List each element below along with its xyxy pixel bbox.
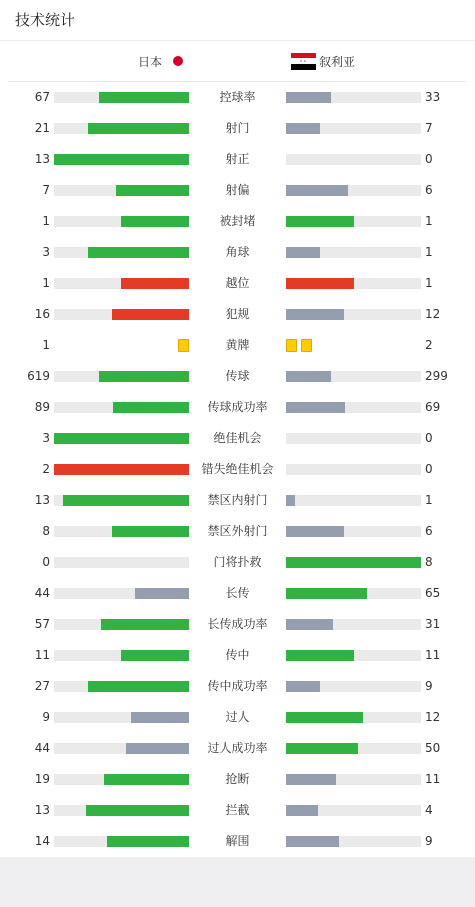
away-value: 11 xyxy=(425,772,441,786)
away-bar-track xyxy=(286,495,421,506)
home-value: 2 xyxy=(42,462,50,476)
stat-row xyxy=(0,578,475,609)
stat-row xyxy=(0,144,475,175)
stat-row xyxy=(0,609,475,640)
home-bar-track xyxy=(54,681,189,692)
home-bar-track xyxy=(54,619,189,630)
home-value: 11 xyxy=(34,648,50,662)
away-bar-fill xyxy=(286,495,295,506)
stat-label: 传球 xyxy=(225,369,250,383)
away-bar-track xyxy=(286,92,421,103)
stat-row xyxy=(0,764,475,795)
away-value: 9 xyxy=(425,679,433,693)
stat-row xyxy=(0,392,475,423)
home-value: 1 xyxy=(42,276,50,290)
away-value: 6 xyxy=(425,524,433,538)
away-bar-fill xyxy=(286,588,367,599)
away-bar-fill xyxy=(286,371,331,382)
away-team-name: 叙利亚 xyxy=(319,54,356,69)
home-value: 89 xyxy=(34,400,50,414)
away-bar-fill xyxy=(286,278,354,289)
home-bar-track xyxy=(54,836,189,847)
stat-label: 越位 xyxy=(225,276,250,290)
home-bar-track xyxy=(54,185,189,196)
away-value: 4 xyxy=(425,803,433,817)
home-value: 13 xyxy=(34,152,50,166)
stat-row xyxy=(0,206,475,237)
away-bar-fill xyxy=(286,743,358,754)
home-bar-track xyxy=(54,495,189,506)
away-value: 7 xyxy=(425,121,433,135)
stat-label: 犯规 xyxy=(225,307,250,321)
home-value: 13 xyxy=(34,493,50,507)
home-bar-fill xyxy=(63,495,189,506)
home-bar-fill xyxy=(86,805,189,816)
home-value: 3 xyxy=(42,431,50,445)
away-bar-track xyxy=(286,123,421,134)
home-bar-fill xyxy=(54,464,189,475)
home-bar-track xyxy=(54,216,189,227)
yellow-card-icon xyxy=(286,339,297,352)
away-bar-fill xyxy=(286,185,348,196)
home-bar-fill xyxy=(88,247,189,258)
stat-row xyxy=(0,299,475,330)
away-value: 1 xyxy=(425,276,433,290)
yellow-card-icon xyxy=(301,339,312,352)
away-bar-fill xyxy=(286,402,345,413)
home-value: 0 xyxy=(42,555,50,569)
home-bar-fill xyxy=(112,309,189,320)
away-bar-track xyxy=(286,557,421,568)
home-value: 1 xyxy=(42,338,50,352)
home-bar-track xyxy=(54,371,189,382)
home-bar-track xyxy=(54,123,189,134)
home-value: 44 xyxy=(34,586,50,600)
home-bar-track xyxy=(54,92,189,103)
away-bar-fill xyxy=(286,557,421,568)
stat-label: 射门 xyxy=(225,121,250,135)
home-bar-fill xyxy=(107,836,189,847)
away-value: 50 xyxy=(425,741,441,755)
home-bar-track xyxy=(54,247,189,258)
stat-label: 传中成功率 xyxy=(207,679,268,693)
stat-label: 被封堵 xyxy=(219,214,256,228)
stat-row xyxy=(0,547,475,578)
home-bar-fill xyxy=(54,154,189,165)
home-bar-track xyxy=(54,433,189,444)
home-value: 619 xyxy=(27,369,50,383)
away-value: 9 xyxy=(425,834,433,848)
home-bar-fill xyxy=(88,123,189,134)
home-bar-fill xyxy=(121,650,189,661)
home-bar-fill xyxy=(99,92,189,103)
away-bar-fill xyxy=(286,526,344,537)
away-value: 1 xyxy=(425,245,433,259)
home-bar-track xyxy=(54,526,189,537)
stat-label: 射正 xyxy=(225,152,250,166)
japan-flag-icon xyxy=(173,56,183,66)
stat-row xyxy=(0,485,475,516)
stat-row xyxy=(0,330,475,361)
home-bar-fill xyxy=(88,681,189,692)
yellow-card-icon xyxy=(178,339,189,352)
home-value: 3 xyxy=(42,245,50,259)
home-team-name: 日本 xyxy=(137,54,162,69)
away-bar-fill xyxy=(286,681,320,692)
away-bar-track xyxy=(286,836,421,847)
page-title: 技术统计 xyxy=(0,0,475,41)
stat-label: 绝佳机会 xyxy=(213,431,262,445)
away-value: 0 xyxy=(425,462,433,476)
away-bar-fill xyxy=(286,774,336,785)
away-value: 2 xyxy=(425,338,433,352)
home-bar-fill xyxy=(99,371,189,382)
stat-label: 射偏 xyxy=(225,183,250,197)
away-value: 299 xyxy=(425,369,448,383)
away-bar-track xyxy=(286,278,421,289)
away-value: 11 xyxy=(425,648,441,662)
home-bar-track xyxy=(54,805,189,816)
away-bar-fill xyxy=(286,619,333,630)
stat-row xyxy=(0,175,475,206)
home-team[interactable] xyxy=(138,41,183,81)
stat-label: 控球率 xyxy=(219,90,256,104)
away-bar-fill xyxy=(286,805,318,816)
away-bar-track xyxy=(286,588,421,599)
stat-row xyxy=(0,640,475,671)
stat-row xyxy=(0,361,475,392)
syria-flag-icon: ★★ xyxy=(291,53,316,70)
home-value: 19 xyxy=(34,772,50,786)
stat-row xyxy=(0,268,475,299)
stat-label: 过人 xyxy=(225,710,250,724)
home-bar-fill xyxy=(121,216,189,227)
away-bar-track xyxy=(286,216,421,227)
stat-label: 黄牌 xyxy=(225,338,250,352)
away-bar-track xyxy=(286,774,421,785)
stat-label: 抢断 xyxy=(225,772,250,786)
home-bar-fill xyxy=(112,526,189,537)
away-value: 12 xyxy=(425,710,441,724)
home-value: 27 xyxy=(34,679,50,693)
home-bar-track xyxy=(54,588,189,599)
stat-row xyxy=(0,826,475,857)
away-bar-track xyxy=(286,464,421,475)
home-bar-track xyxy=(54,743,189,754)
stat-row xyxy=(0,82,475,113)
stat-label: 错失绝佳机会 xyxy=(201,462,274,476)
away-bar-track xyxy=(286,526,421,537)
home-bar-track xyxy=(54,557,189,568)
stats-list xyxy=(0,82,475,857)
away-yellow-cards xyxy=(286,339,312,352)
home-value: 7 xyxy=(42,183,50,197)
away-bar-track xyxy=(286,433,421,444)
home-value: 16 xyxy=(34,307,50,321)
home-value: 57 xyxy=(34,617,50,631)
away-value: 69 xyxy=(425,400,441,414)
home-bar-fill xyxy=(126,743,189,754)
home-value: 21 xyxy=(34,121,50,135)
home-value: 67 xyxy=(34,90,50,104)
away-bar-track xyxy=(286,805,421,816)
home-bar-track xyxy=(54,774,189,785)
away-value: 33 xyxy=(425,90,441,104)
away-value: 0 xyxy=(425,152,433,166)
stat-row xyxy=(0,237,475,268)
home-bar-track xyxy=(54,278,189,289)
away-bar-fill xyxy=(286,309,344,320)
home-value: 9 xyxy=(42,710,50,724)
away-value: 31 xyxy=(425,617,441,631)
away-bar-track xyxy=(286,247,421,258)
home-bar-fill xyxy=(131,712,189,723)
home-bar-fill xyxy=(135,588,189,599)
away-value: 0 xyxy=(425,431,433,445)
away-value: 1 xyxy=(425,493,433,507)
home-value: 44 xyxy=(34,741,50,755)
teams-header xyxy=(9,41,466,82)
home-value: 13 xyxy=(34,803,50,817)
away-bar-track xyxy=(286,712,421,723)
away-bar-track xyxy=(286,743,421,754)
home-yellow-cards xyxy=(178,339,189,352)
stat-label: 角球 xyxy=(225,245,250,259)
stat-label: 禁区内射门 xyxy=(207,493,268,507)
home-value: 8 xyxy=(42,524,50,538)
home-value: 14 xyxy=(34,834,50,848)
home-bar-track xyxy=(54,712,189,723)
stat-label: 解围 xyxy=(225,834,250,848)
away-bar-track xyxy=(286,650,421,661)
stat-row xyxy=(0,423,475,454)
away-bar-track xyxy=(286,619,421,630)
stat-row xyxy=(0,113,475,144)
away-bar-fill xyxy=(286,650,354,661)
away-value: 12 xyxy=(425,307,441,321)
away-bar-fill xyxy=(286,836,339,847)
home-bar-fill xyxy=(101,619,189,630)
stat-label: 长传成功率 xyxy=(207,617,268,631)
away-bar-track xyxy=(286,185,421,196)
stat-label: 禁区外射门 xyxy=(207,524,268,538)
stat-row xyxy=(0,671,475,702)
home-bar-track xyxy=(54,402,189,413)
away-bar-fill xyxy=(286,712,363,723)
away-bar-track xyxy=(286,154,421,165)
stat-row xyxy=(0,702,475,733)
home-bar-track xyxy=(54,309,189,320)
stat-row xyxy=(0,795,475,826)
stat-row xyxy=(0,454,475,485)
away-bar-fill xyxy=(286,247,320,258)
away-value: 1 xyxy=(425,214,433,228)
home-bar-track xyxy=(54,154,189,165)
away-team[interactable] xyxy=(291,41,355,81)
stat-label: 拦截 xyxy=(225,803,250,817)
away-value: 65 xyxy=(425,586,441,600)
away-value: 8 xyxy=(425,555,433,569)
home-value: 1 xyxy=(42,214,50,228)
away-bar-track xyxy=(286,681,421,692)
away-bar-track xyxy=(286,309,421,320)
stat-row xyxy=(0,733,475,764)
home-bar-fill xyxy=(54,433,189,444)
away-bar-fill xyxy=(286,216,354,227)
home-bar-track xyxy=(54,464,189,475)
stat-label: 门将扑救 xyxy=(213,555,262,569)
stat-label: 长传 xyxy=(225,586,250,600)
home-bar-fill xyxy=(113,402,189,413)
away-bar-track xyxy=(286,402,421,413)
home-bar-fill xyxy=(121,278,189,289)
away-bar-fill xyxy=(286,123,320,134)
stat-label: 传中 xyxy=(225,648,250,662)
stat-label: 过人成功率 xyxy=(207,741,268,755)
home-bar-fill xyxy=(116,185,189,196)
stat-label: 传球成功率 xyxy=(207,400,268,414)
home-bar-fill xyxy=(104,774,189,785)
away-bar-track xyxy=(286,371,421,382)
away-bar-fill xyxy=(286,92,331,103)
away-value: 6 xyxy=(425,183,433,197)
home-bar-track xyxy=(54,650,189,661)
stat-row xyxy=(0,516,475,547)
